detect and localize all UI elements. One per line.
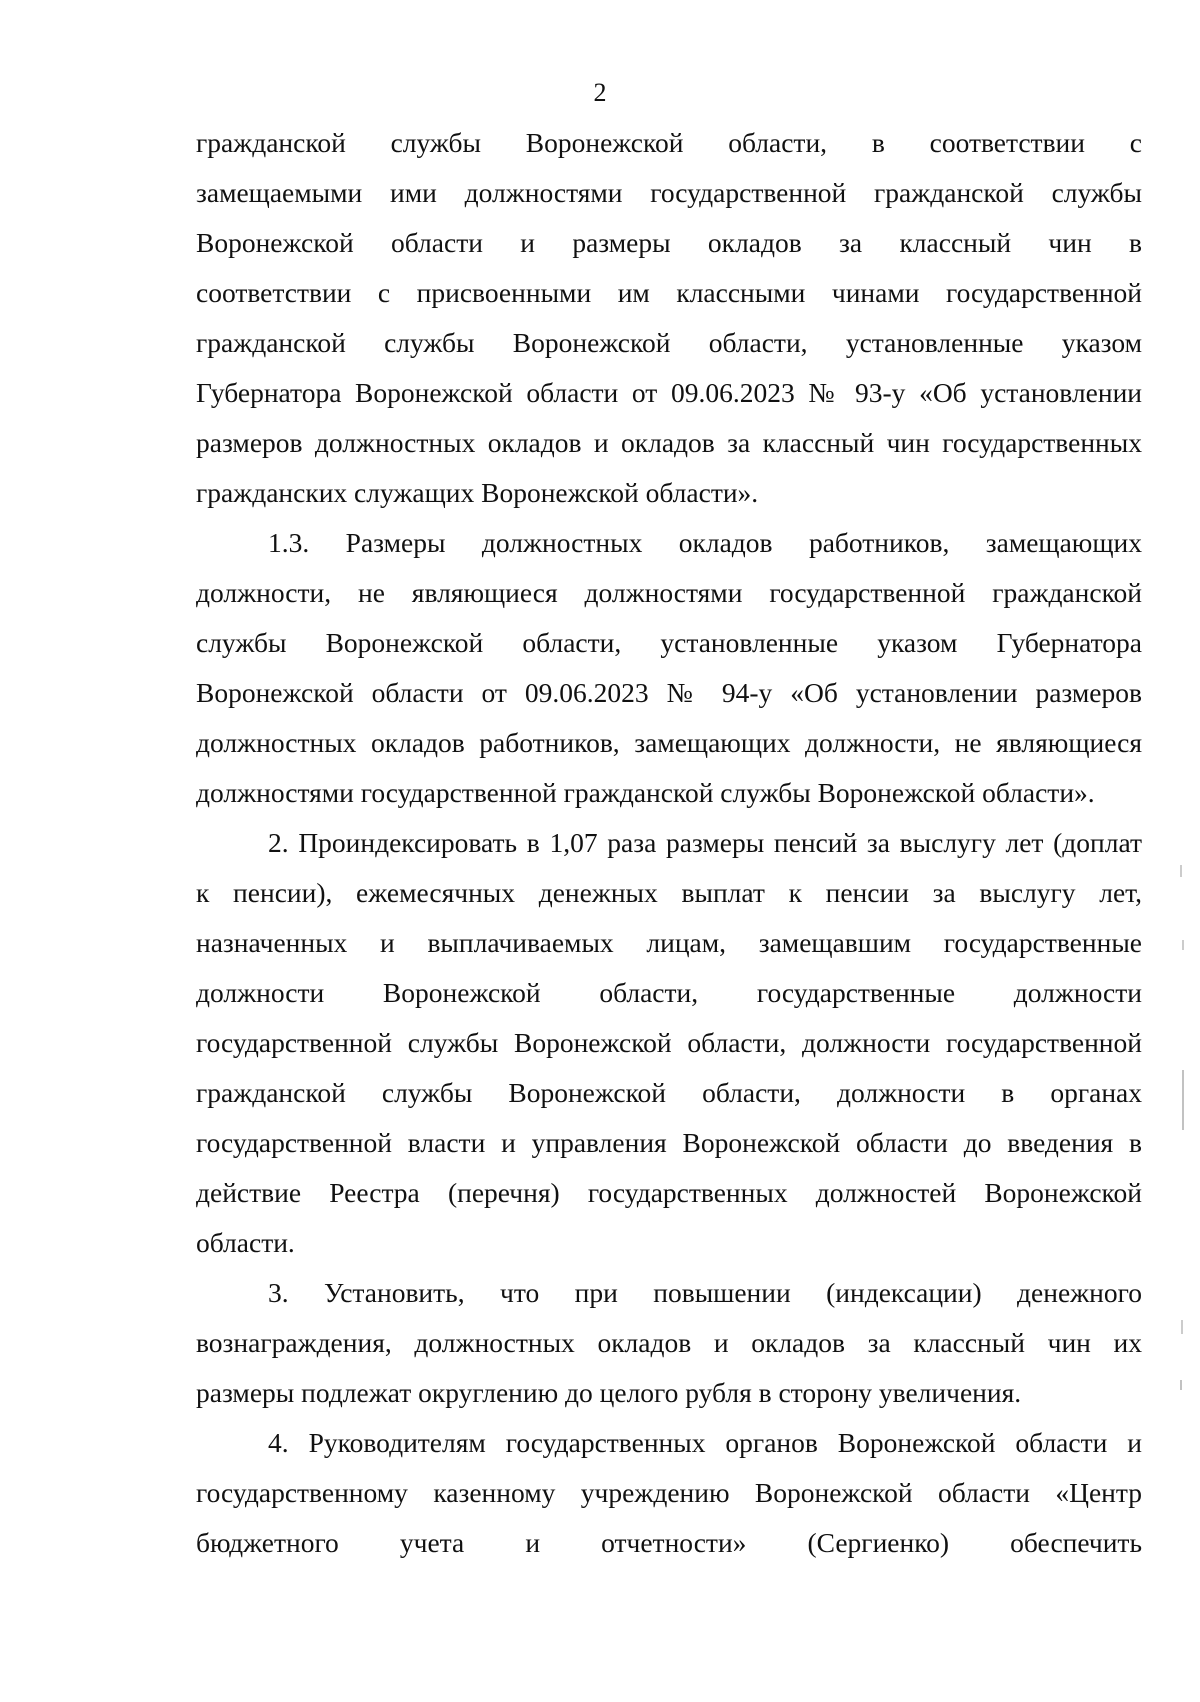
scan-artifact [1182,940,1184,950]
text-line: должностных окладов работников, замещающих должности, не являющиеся [196,727,1142,758]
text-line: гражданской службы Воронежской области, должности в органах [196,1077,1142,1108]
text-line: должностями государственной гражданской службы Воронежской области». [196,777,1095,808]
paragraph-2-first-line: 2. Проиндексировать в 1,07 раза размеры пенсий за выслугу лет (доплат [268,827,1142,858]
text-line: размеров должностных окладов и окладов за классный чин государственных [196,427,1142,458]
text-line: к пенсии), ежемесячных денежных выплат к пенсии за выслугу лет, [196,877,1142,908]
text-line: государственной службы Воронежской области, должности государственной [196,1027,1142,1058]
text-line: государственному казенному учреждению Воронежской области «Центр [196,1477,1142,1508]
scan-artifact [1180,1380,1182,1390]
scan-artifact [1182,1070,1184,1130]
text-line: действие Реестра (перечня) государственных должностей Воронежской [196,1177,1142,1208]
text-line: назначенных и выплачиваемых лицам, замещавшим государственные [196,927,1142,958]
text-line: гражданских служащих Воронежской области». [196,477,759,508]
text-line: гражданской службы Воронежской области, в соответствии с [196,127,1142,158]
paragraph-4-first-line: 4. Руководителям государственных органов Воронежской области и [268,1427,1142,1458]
text-line: Воронежской области от 09.06.2023 № 94-у «Об установлении размеров [196,677,1142,708]
text-line: службы Воронежской области, установленные указом Губернатора [196,627,1142,658]
page-number: 2 [593,78,607,107]
document-body [196,118,1142,1568]
paragraph-3-first-line: 3. Установить, что при повышении (индексации) денежного [268,1277,1142,1308]
text-line: должности Воронежской области, государственные должности [196,977,1142,1008]
text-line: государственной власти и управления Воронежской области до введения в [196,1127,1142,1158]
text-line: должности, не являющиеся должностями государственной гражданской [196,577,1142,608]
text-line: замещаемыми ими должностями государственной гражданской службы [196,177,1142,208]
text-line: вознаграждения, должностных окладов и окладов за классный чин их [196,1327,1142,1358]
text-line: соответствии с присвоенными им классными чинами государственной [196,277,1142,308]
paragraph-1-3-first-line: 1.3. Размеры должностных окладов работников, замещающих [268,527,1142,558]
text-line: гражданской службы Воронежской области, установленные указом [196,327,1142,358]
text-line: Воронежской области и размеры окладов за классный чин в [196,227,1142,258]
text-line: Губернатора Воронежской области от 09.06.2023 № 93-у «Об установлении [196,377,1142,408]
scan-artifact [1181,1320,1183,1334]
text-line: размеры подлежат округлению до целого рубля в сторону увеличения. [196,1377,1022,1408]
scan-artifact [1180,865,1182,877]
text-line: бюджетного учета и отчетности» (Сергиенко) обеспечить [196,1527,1142,1558]
text-line: области. [196,1227,295,1258]
